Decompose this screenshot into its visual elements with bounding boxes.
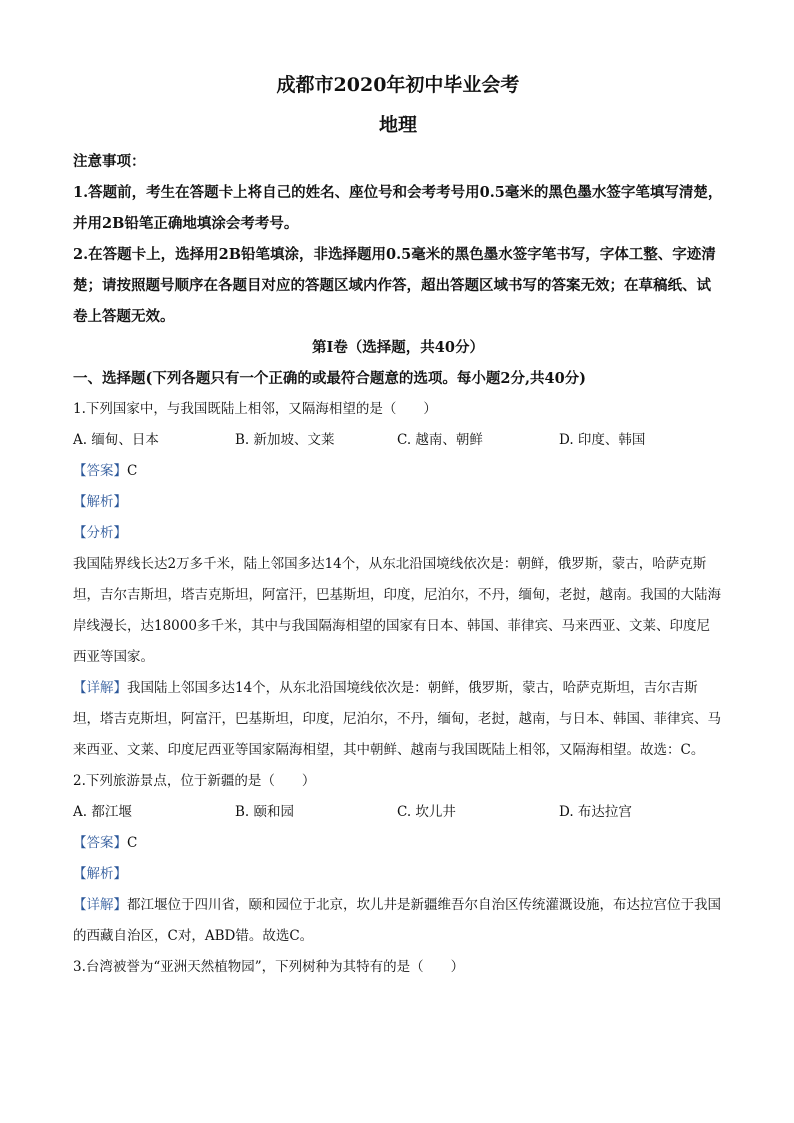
fenxi-tag: 【分析】 (73, 525, 127, 541)
question-1-option-a: A. 缅甸、日本 (73, 432, 159, 448)
answer-value: C (127, 835, 138, 851)
question-2-options (73, 797, 723, 828)
question-2-option-b: B. 颐和园 (235, 804, 295, 820)
detail-tag: 【详解】 (73, 680, 127, 696)
notice-item-1: 1.答题前，考生在答题卡上将自己的姓名、座位号和会考考号用0.5毫米的黑色墨水签字笔填写清楚，并用2B铅笔正确地填涂会考考号。 (73, 184, 723, 232)
question-2-detail (73, 890, 723, 952)
question-1-option-d: D. 印度、韩国 (559, 432, 646, 448)
section-heading: 一、选择题(下列各题只有一个正确的或最符合题意的选项。每小题2分,共40分) (73, 370, 587, 387)
question-2-option-c: C. 坎儿井 (397, 804, 456, 820)
question-2-option-d: D. 布达拉宫 (559, 804, 632, 820)
question-1-fenxi-heading (73, 518, 723, 549)
question-1-options (73, 425, 723, 456)
answer-tag: 【答案】 (73, 835, 127, 851)
question-3-stem: 3.台湾被誉为“亚洲天然植物园”，下列树种为其特有的是（ ） (73, 959, 465, 975)
question-1-analysis (73, 487, 723, 518)
detail-text: 都江堰位于四川省，颐和园位于北京，坎儿井是新疆维吾尔自治区传统灌溉设施，布达拉宫位于我国的西藏自治区，C对，ABD错。故选C。 (73, 897, 721, 944)
detail-text: 我国陆上邻国多达14个，从东北沿国境线依次是：朝鲜，俄罗斯，蒙古，哈萨克斯坦，吉尔吉斯坦，塔吉克斯坦，阿富汗，巴基斯坦，印度，尼泊尔，不丹，缅甸，老挝，越南，与日本、韩国、菲律宾、马来西亚、文莱、印度尼西亚等国家隔海相望，其中朝鲜、越南与我国既陆上相邻，又隔海相望。故选：C。 (73, 680, 721, 758)
question-1-stem: 1.下列国家中，与我国既陆上相邻，又隔海相望的是（ ） (73, 401, 437, 417)
question-2-analysis (73, 859, 723, 890)
volume-heading: 第Ⅰ卷（选择题，共40分） (312, 339, 484, 356)
question-1-option-c: C. 越南、朝鲜 (397, 432, 483, 448)
question-1-answer (73, 456, 723, 487)
question-2-option-a: A. 都江堰 (73, 804, 132, 820)
question-2-answer (73, 828, 723, 859)
answer-value: C (127, 463, 138, 479)
notice-heading: 注意事项： (73, 153, 146, 170)
answer-tag: 【答案】 (73, 463, 127, 479)
exam-subject: 地理 (378, 114, 417, 136)
question-1-fenxi-text: 我国陆界线长达2万多千米，陆上邻国多达14个，从东北沿国境线依次是：朝鲜，俄罗斯，蒙古，哈萨克斯坦，吉尔吉斯坦，塔吉克斯坦，阿富汗，巴基斯坦，印度，尼泊尔，不丹，缅甸，老挝，越南。我国的大陆海岸线漫长，达18000多千米，其中与我国隔海相望的国家有日本、韩国、菲律宾、马来西亚、文莱、印度尼西亚等国家。 (73, 556, 721, 665)
exam-page (73, 72, 723, 983)
question-1-detail (73, 673, 723, 766)
analysis-tag: 【解析】 (73, 866, 127, 882)
question-1-option-b: B. 新加坡、文莱 (235, 432, 335, 448)
question-2-stem: 2.下列旅游景点，位于新疆的是（ ） (73, 773, 316, 789)
exam-title: 成都市2020年初中毕业会考 (276, 74, 520, 96)
notice-item-2: 2.在答题卡上，选择用2B铅笔填涂，非选择题用0.5毫米的黑色墨水签字笔书写，字体工整、字迹清楚；请按照题号顺序在各题目对应的答题区域内作答，超出答题区域书写的答案无效；在草稿纸、试卷上答题无效。 (73, 246, 716, 325)
detail-tag: 【详解】 (73, 897, 127, 913)
analysis-tag: 【解析】 (73, 494, 127, 510)
